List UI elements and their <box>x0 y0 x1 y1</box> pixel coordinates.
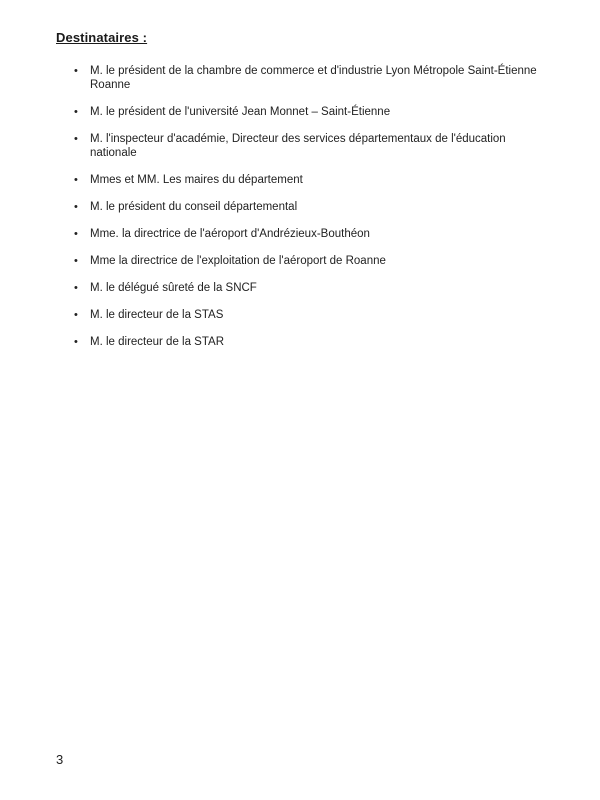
recipient-item <box>74 64 554 92</box>
recipient-item <box>74 335 554 349</box>
recipients-heading: Destinataires : <box>56 30 148 45</box>
bullet-icon: • <box>74 201 78 213</box>
recipient-item <box>74 105 554 119</box>
recipient-item <box>74 281 554 295</box>
recipient-text: Mme la directrice de l'exploitation de l'aéroport de Roanne <box>90 255 386 267</box>
recipient-item <box>74 254 554 268</box>
recipient-text: M. l'inspecteur d'académie, Directeur des services départementaux de l'éducation nationale <box>90 133 506 159</box>
recipient-item <box>74 227 554 241</box>
bullet-icon: • <box>74 133 78 145</box>
bullet-icon: • <box>74 309 78 321</box>
bullet-icon: • <box>74 282 78 294</box>
bullet-icon: • <box>74 336 78 348</box>
recipient-text: M. le président du conseil départemental <box>90 201 298 213</box>
recipient-text: M. le président de la chambre de commerce et d'industrie Lyon Métropole Saint-Étienne Roanne <box>90 65 537 91</box>
bullet-icon: • <box>74 255 78 267</box>
recipient-text: M. le directeur de la STAS <box>90 309 224 321</box>
recipient-text: Mmes et MM. Les maires du département <box>90 174 303 186</box>
recipient-item <box>74 308 554 322</box>
bullet-icon: • <box>74 174 78 186</box>
bullet-icon: • <box>74 228 78 240</box>
bullet-icon: • <box>74 106 78 118</box>
recipient-text: M. le président de l'université Jean Monnet – Saint-Étienne <box>90 106 391 118</box>
recipient-text: M. le directeur de la STAR <box>90 336 225 348</box>
page-number: 3 <box>56 752 64 767</box>
recipient-text: M. le délégué sûreté de la SNCF <box>90 282 257 294</box>
recipient-item <box>74 200 554 214</box>
recipients-list <box>74 64 554 362</box>
recipient-text: Mme. la directrice de l'aéroport d'Andrézieux-Bouthéon <box>90 228 370 240</box>
recipient-item <box>74 173 554 187</box>
bullet-icon: • <box>74 65 78 77</box>
recipient-item <box>74 132 554 160</box>
